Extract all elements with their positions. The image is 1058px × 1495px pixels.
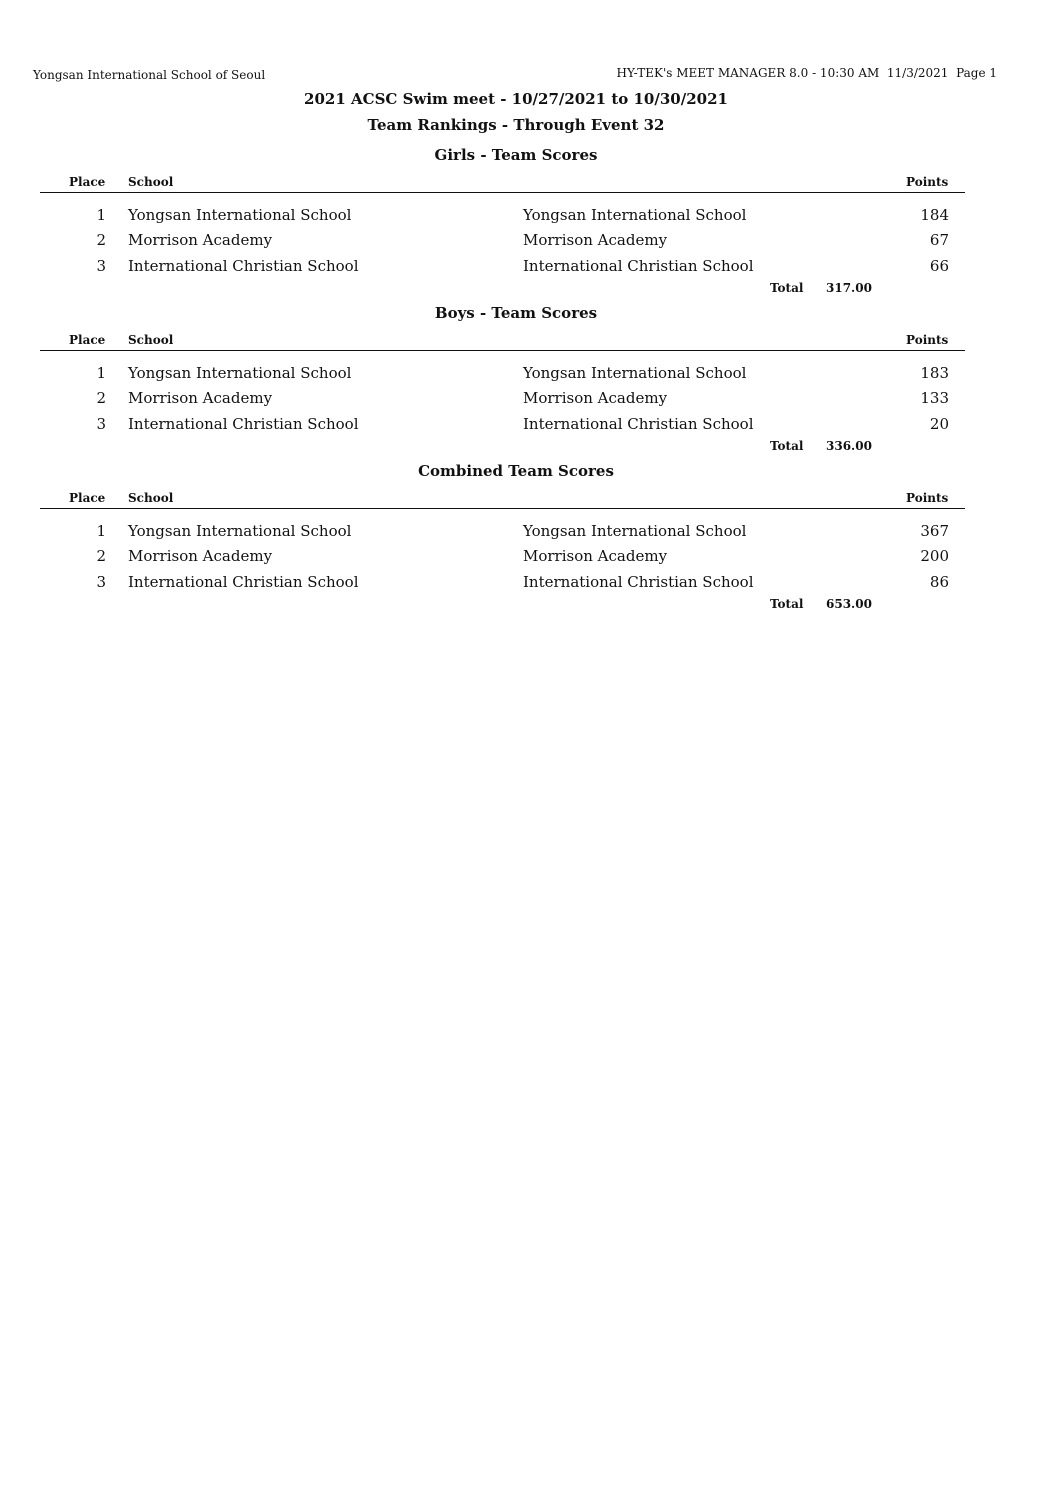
place-cell: 3	[96, 573, 106, 591]
report-subtitle: Team Rankings - Through Event 32	[367, 116, 665, 134]
total-label: Total	[770, 439, 804, 453]
school-cell: Yongsan International School	[128, 364, 352, 382]
column-header-points: Points	[906, 333, 949, 347]
place-cell: 1	[96, 364, 106, 382]
table-row	[0, 522, 1058, 544]
meet-title: 2021 ACSC Swim meet - 10/27/2021 to 10/30/2021	[304, 90, 728, 108]
points-cell: 66	[929, 257, 949, 275]
school-cell: Morrison Academy	[128, 389, 273, 407]
table-row	[0, 573, 1058, 595]
team-cell: Yongsan International School	[523, 364, 747, 382]
place-cell: 1	[96, 206, 106, 224]
points-cell: 200	[920, 547, 949, 565]
place-cell: 2	[96, 547, 106, 565]
school-cell: International Christian School	[128, 573, 359, 591]
header-rule	[40, 350, 965, 351]
points-cell: 20	[929, 415, 949, 433]
school-cell: Yongsan International School	[128, 206, 352, 224]
total-value: 336.00	[826, 439, 872, 453]
school-cell: International Christian School	[128, 415, 359, 433]
points-cell: 367	[920, 522, 949, 540]
points-cell: 184	[920, 206, 949, 224]
team-cell: Yongsan International School	[523, 522, 747, 540]
place-cell: 3	[96, 415, 106, 433]
total-label: Total	[770, 281, 804, 295]
total-value: 317.00	[826, 281, 872, 295]
column-header-place: Place	[69, 491, 106, 505]
section-title: Combined Team Scores	[418, 462, 614, 480]
table-row	[0, 257, 1058, 279]
team-cell: Morrison Academy	[523, 547, 668, 565]
team-cell: Yongsan International School	[523, 206, 747, 224]
points-cell: 67	[929, 231, 949, 249]
school-cell: Morrison Academy	[128, 231, 273, 249]
section-title: Boys - Team Scores	[434, 304, 598, 322]
column-header-school: School	[128, 175, 174, 189]
column-header-points: Points	[906, 175, 949, 189]
table-row	[0, 547, 1058, 569]
table-row	[0, 364, 1058, 386]
points-cell: 133	[920, 389, 949, 407]
team-cell: Morrison Academy	[523, 389, 668, 407]
team-cell: International Christian School	[523, 257, 754, 275]
table-row	[0, 415, 1058, 437]
table-row	[0, 206, 1058, 228]
column-header-place: Place	[69, 175, 106, 189]
column-header-place: Place	[69, 333, 106, 347]
school-cell: Morrison Academy	[128, 547, 273, 565]
column-header-school: School	[128, 333, 174, 347]
total-label: Total	[770, 597, 804, 611]
place-cell: 1	[96, 522, 106, 540]
team-cell: International Christian School	[523, 573, 754, 591]
table-row	[0, 231, 1058, 253]
header-software-info: HY-TEK's MEET MANAGER 8.0 - 10:30 AM 11/3/2021 Page 1	[616, 66, 997, 80]
school-cell: Yongsan International School	[128, 522, 352, 540]
header-rule	[40, 192, 965, 193]
school-cell: International Christian School	[128, 257, 359, 275]
header-org-name: Yongsan International School of Seoul	[33, 68, 266, 82]
table-row	[0, 389, 1058, 411]
total-value: 653.00	[826, 597, 872, 611]
points-cell: 86	[929, 573, 949, 591]
column-header-points: Points	[906, 491, 949, 505]
place-cell: 3	[96, 257, 106, 275]
column-header-school: School	[128, 491, 174, 505]
section-title: Girls - Team Scores	[434, 146, 598, 164]
place-cell: 2	[96, 389, 106, 407]
points-cell: 183	[920, 364, 949, 382]
team-cell: Morrison Academy	[523, 231, 668, 249]
header-rule	[40, 508, 965, 509]
place-cell: 2	[96, 231, 106, 249]
team-cell: International Christian School	[523, 415, 754, 433]
